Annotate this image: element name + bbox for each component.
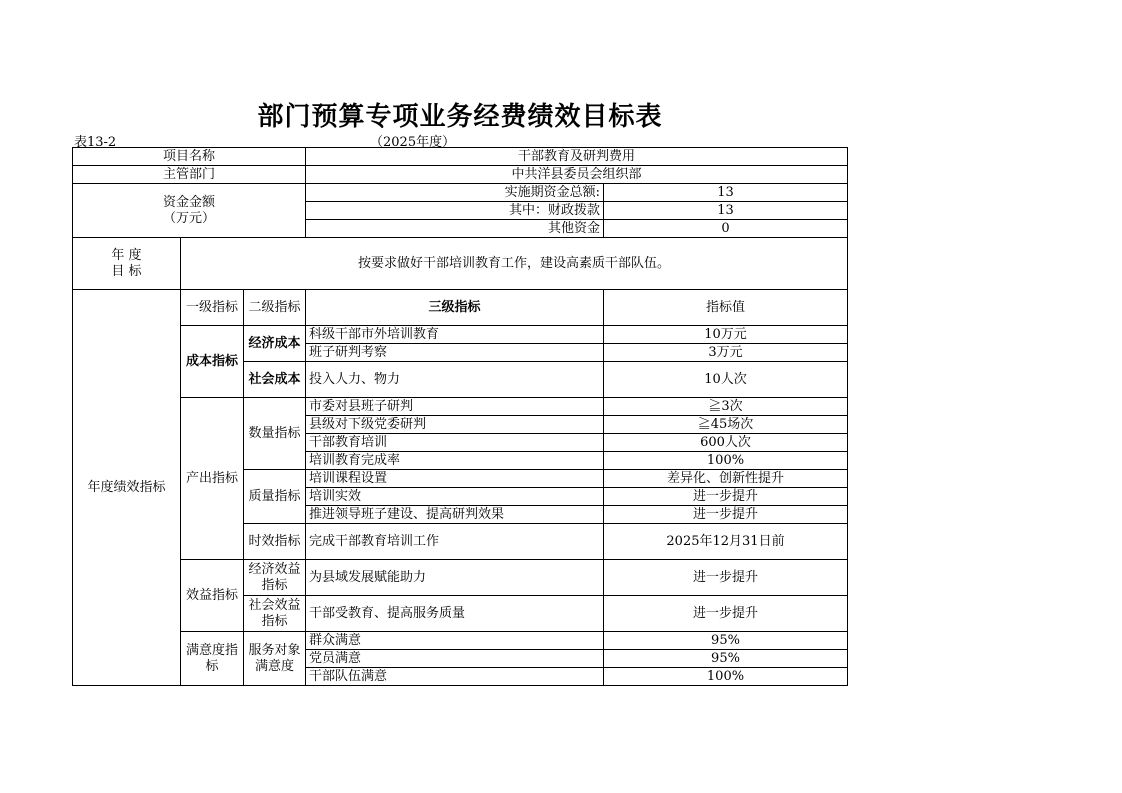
- indicator-name: 完成干部教育培训工作: [306, 524, 604, 560]
- social-benefit-label: 社会效益指标: [244, 596, 306, 632]
- fund-total-label: 实施期资金总额:: [306, 184, 604, 202]
- cost-indicator-label: 成本指标: [181, 326, 244, 398]
- header-level2: 二级指标: [244, 290, 306, 326]
- page-title: 部门预算专项业务经费绩效目标表: [257, 102, 663, 132]
- project-name-value: 干部教育及研判费用: [306, 148, 848, 166]
- indicator-value: ≧3次: [604, 398, 848, 416]
- indicator-name: 干部队伍满意: [306, 668, 604, 686]
- indicator-name: 群众满意: [306, 632, 604, 650]
- fund-other-value: 0: [604, 220, 848, 238]
- satisfaction-indicator-label: 满意度指标: [181, 632, 244, 686]
- benefit-indicator-label: 效益指标: [181, 560, 244, 632]
- dept-label: 主管部门: [73, 166, 306, 184]
- economic-benefit-label: 经济效益指标: [244, 560, 306, 596]
- fund-total-value: 13: [604, 184, 848, 202]
- table-number: 表13-2: [74, 135, 117, 150]
- indicator-value: 进一步提升: [604, 488, 848, 506]
- indicator-value: 2025年12月31日前: [604, 524, 848, 560]
- indicator-value: 95%: [604, 632, 848, 650]
- indicator-value: 100%: [604, 452, 848, 470]
- annual-goal-label: 年 度 目 标: [73, 238, 181, 290]
- service-satisfaction-label: 服务对象满意度: [244, 632, 306, 686]
- indicator-value: 95%: [604, 650, 848, 668]
- perf-indicators-label: 年度绩效指标: [73, 290, 181, 686]
- indicator-name: 干部受教育、提高服务质量: [306, 596, 604, 632]
- header-level3: 三级指标: [306, 290, 604, 326]
- indicator-name: 市委对县班子研判: [306, 398, 604, 416]
- quantity-indicator-label: 数量指标: [244, 398, 306, 470]
- indicator-name: 科级干部市外培训教育: [306, 326, 604, 344]
- dept-value: 中共洋县委员会组织部: [306, 166, 848, 184]
- fund-label: 资金金额 （万元）: [73, 184, 306, 238]
- indicator-name: 培训课程设置: [306, 470, 604, 488]
- indicator-value: 10人次: [604, 362, 848, 398]
- performance-target-table: [72, 147, 848, 686]
- indicator-value: 3万元: [604, 344, 848, 362]
- indicator-name: 培训实效: [306, 488, 604, 506]
- indicator-name: 推进领导班子建设、提高研判效果: [306, 506, 604, 524]
- output-indicator-label: 产出指标: [181, 398, 244, 560]
- fiscal-year: （2025年度）: [370, 135, 456, 150]
- indicator-value: 100%: [604, 668, 848, 686]
- indicator-value: ≧45场次: [604, 416, 848, 434]
- indicator-name: 班子研判考察: [306, 344, 604, 362]
- indicator-name: 为县域发展赋能助力: [306, 560, 604, 596]
- fund-other-label: 其他资金: [306, 220, 604, 238]
- fund-fiscal-label: 其中：财政拨款: [306, 202, 604, 220]
- annual-goal-text: 按要求做好干部培训教育工作，建设高素质干部队伍。: [181, 238, 848, 290]
- timeliness-indicator-label: 时效指标: [244, 524, 306, 560]
- social-cost-label: 社会成本: [244, 362, 306, 398]
- economic-cost-label: 经济成本: [244, 326, 306, 362]
- header-level1: 一级指标: [181, 290, 244, 326]
- indicator-name: 党员满意: [306, 650, 604, 668]
- header-value: 指标值: [604, 290, 848, 326]
- indicator-name: 投入人力、物力: [306, 362, 604, 398]
- indicator-value: 差异化、创新性提升: [604, 470, 848, 488]
- indicator-value: 进一步提升: [604, 560, 848, 596]
- project-name-label: 项目名称: [73, 148, 306, 166]
- indicator-name: 县级对下级党委研判: [306, 416, 604, 434]
- indicator-name: 培训教育完成率: [306, 452, 604, 470]
- indicator-value: 600人次: [604, 434, 848, 452]
- indicator-value: 进一步提升: [604, 506, 848, 524]
- indicator-value: 10万元: [604, 326, 848, 344]
- indicator-name: 干部教育培训: [306, 434, 604, 452]
- fund-fiscal-value: 13: [604, 202, 848, 220]
- quality-indicator-label: 质量指标: [244, 470, 306, 524]
- indicator-value: 进一步提升: [604, 596, 848, 632]
